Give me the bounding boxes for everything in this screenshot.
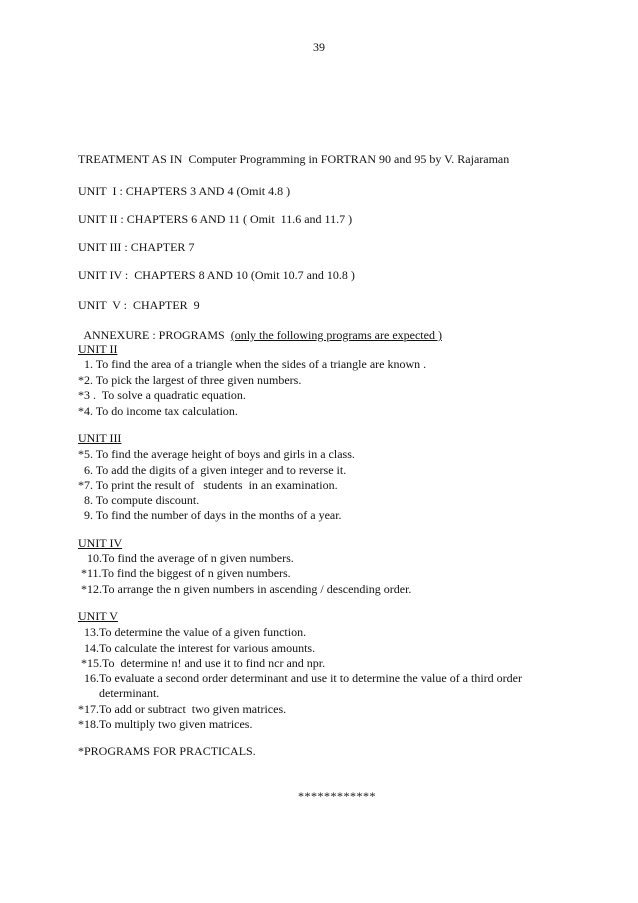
unit-4-chapters: UNIT IV : CHAPTERS 8 AND 10 (Omit 10.7 and 10.8 )	[78, 268, 355, 282]
program-item: *18.To multiply two given matrices.	[78, 717, 253, 731]
program-item: 10.To find the average of n given numbers.	[78, 551, 294, 565]
end-of-page-marker: ************	[298, 789, 376, 803]
annexure-line	[78, 314, 442, 342]
program-item-continuation: determinant.	[78, 686, 160, 700]
annexure-label: ANNEXURE : PROGRAMS	[83, 328, 231, 342]
program-item: *2. To pick the largest of three given numbers.	[78, 373, 302, 387]
program-item: 14.To calculate the interest for various amounts.	[78, 641, 316, 655]
annexure-note: (only the following programs are expected )	[230, 328, 442, 342]
section-heading-unit-3: UNIT III	[78, 431, 122, 445]
program-item: 8. To compute discount.	[78, 493, 200, 507]
program-item: *11.To find the biggest of n given numbers.	[78, 566, 291, 580]
unit-2-chapters: UNIT II : CHAPTERS 6 AND 11 ( Omit 11.6 and 11.7 )	[78, 212, 353, 226]
program-item: *17.To add or subtract two given matrices.	[78, 702, 287, 716]
program-item: 9. To find the number of days in the months of a year.	[78, 508, 342, 522]
section-heading-unit-4: UNIT IV	[78, 536, 123, 550]
treatment-line: TREATMENT AS IN Computer Programming in FORTRAN 90 and 95 by V. Rajaraman	[78, 152, 510, 166]
program-item: *4. To do income tax calculation.	[78, 404, 238, 418]
section-heading-unit-2: UNIT II	[78, 342, 118, 356]
program-item: 13.To determine the value of a given function.	[78, 625, 307, 639]
program-item: *3 . To solve a quadratic equation.	[78, 388, 246, 402]
program-item: *12.To arrange the n given numbers in ascending / descending order.	[78, 582, 412, 596]
unit-1-chapters: UNIT I : CHAPTERS 3 AND 4 (Omit 4.8 )	[78, 184, 291, 198]
practicals-footnote: *PROGRAMS FOR PRACTICALS.	[78, 744, 256, 758]
program-item: *15.To determine n! and use it to find ncr and npr.	[78, 656, 326, 670]
section-heading-unit-5: UNIT V	[78, 609, 118, 623]
program-item: 6. To add the digits of a given integer and to reverse it.	[78, 463, 347, 477]
page-number: 39	[313, 40, 325, 54]
unit-5-chapters: UNIT V : CHAPTER 9	[78, 298, 200, 312]
program-item: 1. To find the area of a triangle when the sides of a triangle are known .	[78, 357, 427, 371]
program-item: *5. To find the average height of boys and girls in a class.	[78, 447, 355, 461]
program-item: 16.To evaluate a second order determinant and use it to determine the value of a third order	[78, 671, 522, 685]
program-item: *7. To print the result of students in an examination.	[78, 478, 338, 492]
unit-3-chapters: UNIT III : CHAPTER 7	[78, 240, 195, 254]
